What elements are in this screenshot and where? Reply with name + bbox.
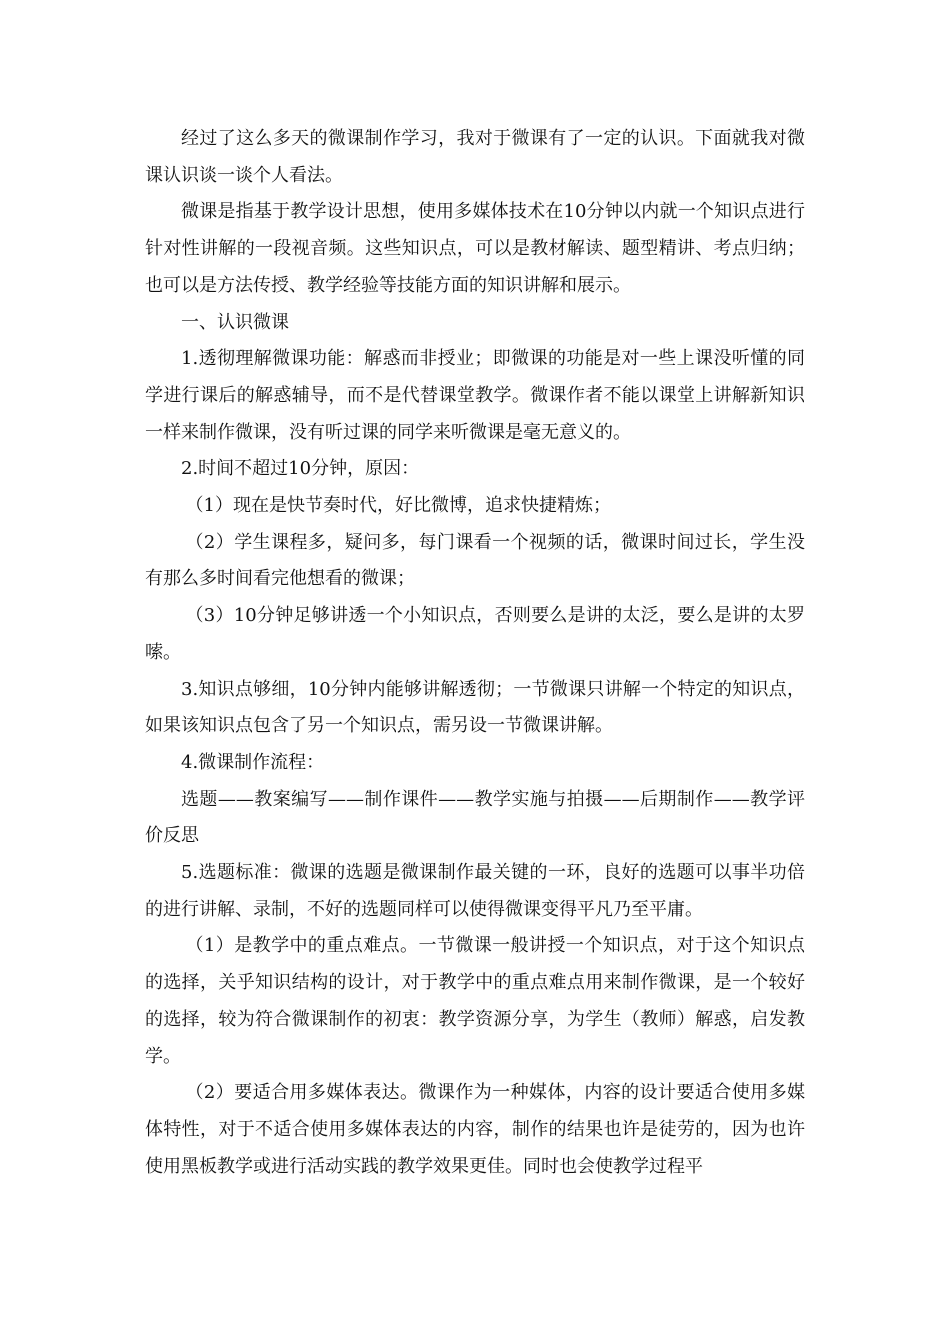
paragraph-point-4: 4.微课制作流程： [181,751,325,773]
paragraph-point-5-criterion-1: （1）是教学中的重点难点。一节微课一般讲授一个知识点，对于这个知识点的选择，关乎知识结构的设计，对于教学中的重点难点用来制作微课，是一个较好的选择，较为符合微课制作的初衷：教学资源分享，为学生（教师）解惑，启发教学。 [145,935,805,1067]
document-body [145,121,805,1185]
paragraph-point-2: 2.时间不超过10分钟，原因： [181,458,420,480]
paragraph-point-3: 3.知识点够细，10分钟内能够讲解透彻；一节微课只讲解一个特定的知识点，如果该知识点包含了另一个知识点，需另设一节微课讲解。 [145,678,805,737]
paragraph-point-5: 5.选题标准：微课的选题是微课制作最关键的一环，良好的选题可以事半功倍的进行讲解、录制，不好的选题同样可以使得微课变得平凡乃至平庸。 [145,862,805,920]
paragraph-point-1: 1.透彻理解微课功能：解惑而非授业；即微课的功能是对一些上课没听懂的同学进行课后的解惑辅导，而不是代替课堂教学。微课作者不能以课堂上讲解新知识一样来制作微课，没有听过课的同学来听微课是毫无意义的。 [145,348,805,443]
paragraph-point-2-reason-1: （1）现在是快节奏时代，好比微博，追求快捷精炼； [185,495,611,517]
paragraph-point-5-criterion-2: （2）要适合用多媒体表达。微课作为一种媒体，内容的设计要适合使用多媒体特性，对于不适合使用多媒体表达的内容，制作的结果也许是徒劳的，因为也许使用黑板教学或进行活动实践的教学效果更佳。同时也会使教学过程平 [145,1082,805,1177]
section-heading: 一、认识微课 [181,311,289,333]
paragraph-definition: 微课是指基于教学设计思想，使用多媒体技术在10分钟以内就一个知识点进行针对性讲解的一段视音频。这些知识点，可以是教材解读、题型精讲、考点归纳；也可以是方法传授、教学经验等技能方面的知识讲解和展示。 [145,201,805,296]
paragraph-point-2-reason-2: （2）学生课程多，疑问多，每门课看一个视频的话，微课时间过长，学生没有那么多时间看完他想看的微课； [145,531,805,590]
paragraph-point-2-reason-3: （3）10分钟足够讲透一个小知识点，否则要么是讲的太泛，要么是讲的太罗嗦。 [145,605,805,663]
paragraph-workflow: 选题——教案编写——制作课件——教学实施与拍摄——后期制作——教学评价反思 [145,788,805,847]
paragraph-intro: 经过了这么多天的微课制作学习，我对于微课有了一定的认识。下面就我对微课认识谈一谈个人看法。 [145,128,805,186]
